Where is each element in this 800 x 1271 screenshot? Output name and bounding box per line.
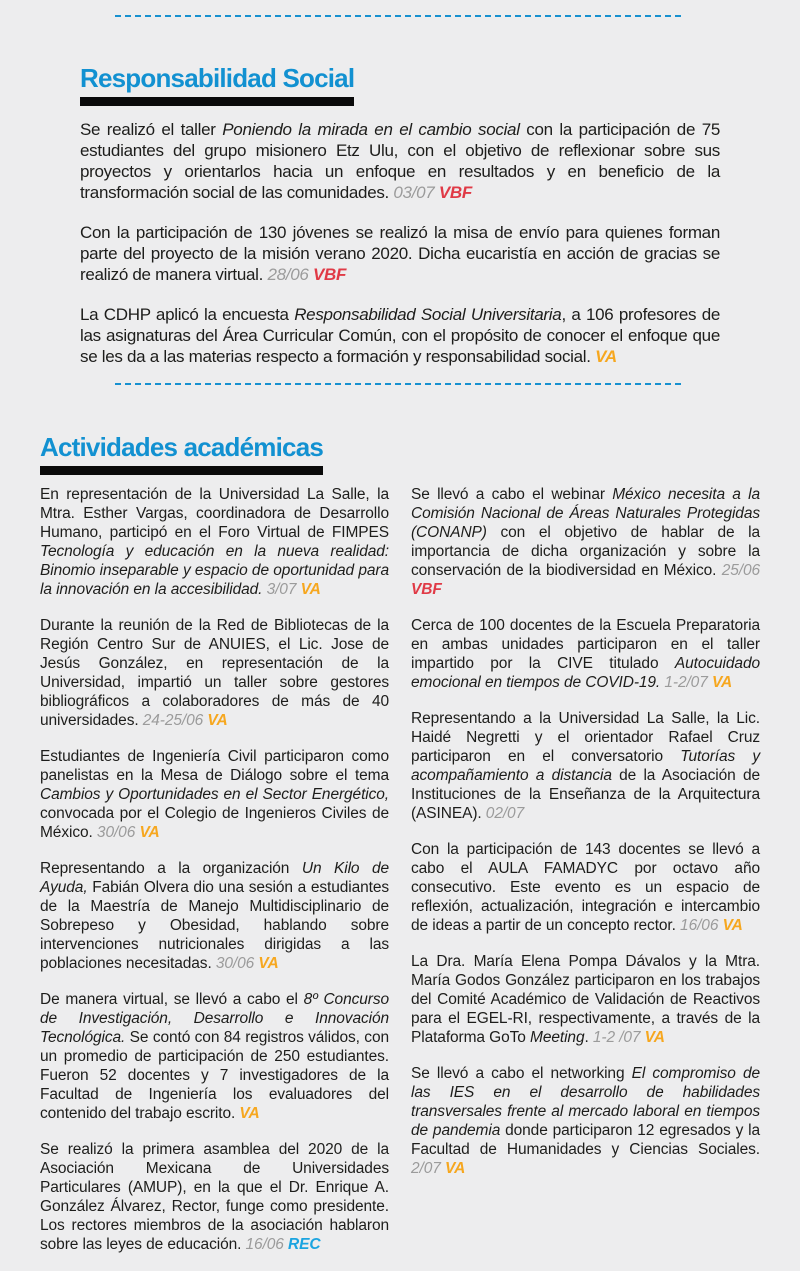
paragraph [40,747,389,842]
text-run: Se llevó a cabo el networking [411,1064,632,1082]
section-title: Actividades académicas [40,432,324,462]
date-label: 03/07 [393,182,435,202]
paragraph [411,952,760,1047]
author-tag: VA [258,954,279,972]
date-label: 16/06 [680,916,719,934]
paragraph [411,840,760,935]
section-heading-responsabilidad [80,64,354,106]
text-run: Con la participación de 130 jóvenes se realizó la misa de envío para quienes forman parte del proyecto de la misión verano 2020. Dicha eucaristía en acción de gracias se realizó de manera virtual. [80,222,720,284]
text-run: Un Kilo de Ayuda, [40,859,389,896]
section-title: Responsabilidad Social [80,63,355,93]
date-label: 24-25/06 [142,711,204,729]
text-run: convocada por el Colegio de Ingenieros Civiles de México. [40,804,389,841]
text-run: Poniendo la mirada en el cambio social [222,119,520,139]
paragraph [80,222,720,285]
paragraph [40,859,389,973]
dashed-divider-middle [115,383,681,385]
column-left [40,485,389,1271]
text-run: Representando a la Universidad La Salle, la Lic. Haidé Negretti y el orientador Rafael Cruz participaron en el conversatorio [411,709,760,765]
heading-underline-bar [40,466,323,475]
text-run: Meeting [530,1028,585,1046]
text-run: Fabián Olvera dio una sesión a estudiantes de la Maestría de Manejo Multidisciplinario de Sobrepeso y Obesidad, hablando sobre intervenciones nutricionales dirigidas a las poblaciones necesitadas. [40,878,389,972]
section-actividades-academicas [40,433,760,1271]
text-run: Durante la reunión de la Red de Bibliotecas de la Región Centro Sur de ANUIES, el Lic. Jose de Jesús González, en representación de la Universidad, impartió un taller sobre gestores bibliográficos a colaboradores de más de 40 universidades. [40,616,389,729]
text-run: Se llevó a cabo el webinar [411,485,613,503]
text-run: . [584,1028,593,1046]
text-run: Tutorías y acompañamiento a distancia [411,747,761,784]
text-run: México necesita a la Comisión Nacional de Áreas Naturales Protegidas (CONANP) [411,485,760,541]
text-run: Cambios y Oportunidades en el Sector Energético, [40,785,389,803]
text-run: Se realizó el taller [80,119,223,139]
text-run: Con la participación de 143 docentes se llevó a cabo el AULA FAMADYC por octavo año consecutivo. Este evento es un espacio de reflexión, actualización, integración e intercambio de ideas a partir de un concepto rector. [411,840,760,934]
text-run: Se contó con 84 registros válidos, con un promedio de participación de 250 estudiantes. Fueron 52 docentes y 7 investigadores de la Facultad de Ingeniería los evaluadores del contenido del trabajo escrito. [40,1028,389,1122]
text-run: , a 106 profesores de las asignaturas del Área Curricular Común, con el propósito de conocer el enfoque que se les da a las materias respecto a formación y responsabilidad social. [80,304,721,366]
text-run: con la participación de 75 estudiantes del grupo misionero Etz Ulu, con el objetivo de reflexionar sobre sus proyectos y orientarlos hacia un enfoque en resultados y en beneficio de la transformación social de las comunidades. [80,119,721,202]
dashed-divider-top [115,15,681,17]
author-tag: VBF [411,580,442,598]
author-tag: VA [300,580,321,598]
date-label: 3/07 [266,580,297,598]
section-responsabilidad-social [80,64,720,386]
paragraph [40,990,389,1123]
two-column-layout [40,485,760,1271]
date-label: 1-2 /07 [592,1028,641,1046]
paragraph [411,616,760,692]
date-label: 1-2/07 [664,673,708,691]
paragraph [411,485,760,599]
text-run: De manera virtual, se llevó a cabo el [40,990,304,1008]
author-tag: VA [445,1159,466,1177]
text-run: Estudiantes de Ingeniería Civil participaron como panelistas en la Mesa de Diálogo sobre el tema [40,747,389,784]
text-run: El compromiso de las IES en el desarrollo de habilidades transversales frente al mercado laboral en tiempos de pandemia [411,1064,760,1139]
text-run: Cerca de 100 docentes de la Escuela Preparatoria en ambas unidades participaron en el taller impartido por la CIVE titulado [411,616,760,672]
text-run: Responsabilidad Social Universitaria [294,304,562,324]
paragraph [80,304,720,367]
author-tag: VA [239,1104,260,1122]
paragraph [40,485,389,599]
text-run: 8º Concurso de Investigación, Desarrollo e Innovación Tecnológica. [40,990,390,1046]
date-label: 02/07 [485,804,525,822]
date-label: 28/06 [267,264,309,284]
paragraph [40,1140,389,1254]
text-run: donde participaron 12 egresados y la Facultad de Humanidades y Ciencias Sociales. [411,1121,760,1158]
author-tag: VBF [312,264,347,284]
column-right [411,485,760,1271]
text-run: de la Asociación de Instituciones de la Enseñanza de la Arquitectura (ASINEA). [411,766,761,822]
author-tag: VBF [438,182,472,202]
text-run: Representando a la organización [40,859,302,877]
author-tag: VA [644,1028,665,1046]
text-run: Tecnología y educación en la nueva realidad: Binomio inseparable y espacio de oportunidad para la innovación en la accesibilidad. [40,542,389,598]
text-run: La CDHP aplicó la encuesta [80,304,295,324]
author-tag: VA [722,916,743,934]
date-label: 30/06 [215,954,255,972]
author-tag: VA [207,711,228,729]
date-label: 30/06 [96,823,136,841]
text-run: con el objetivo de hablar de la importancia de dicha organización y sobre la conservación de la biodiversidad en México. [411,523,760,579]
author-tag: VA [139,823,160,841]
paragraph [411,1064,760,1178]
paragraph [40,616,389,730]
paragraph [80,119,720,203]
text-run: La Dra. María Elena Pompa Dávalos y la Mtra. María Godos González participaron en los trabajos del Comité Académico de Validación de Reactivos para el EGEL-RI, respectivamente, a través de la Plataforma GoTo [411,952,760,1046]
date-label: 25/06 [721,561,760,579]
author-tag: REC [288,1235,321,1253]
date-label: 16/06 [245,1235,284,1253]
section-heading-actividades [40,433,323,475]
heading-underline-bar [80,97,354,106]
text-run: Se realizó la primera asamblea del 2020 de la Asociación Mexicana de Universidades Particulares (AMUP), en la que el Dr. Enrique A. González Álvarez, Rector, funge como presidente. Los rectores miembros de la asociación hablaron sobre las leyes de educación. [40,1140,389,1253]
paragraph [411,709,760,823]
author-tag: VA [595,346,617,366]
author-tag: VA [711,673,733,691]
text-run: Autocuidado emocional en tiempos de COVID-19. [411,654,760,691]
date-label: 2/07 [411,1159,441,1177]
paragraph-list [80,119,720,367]
text-run: En representación de la Universidad La Salle, la Mtra. Esther Vargas, coordinadora de Desarrollo Humano, participó en el Foro Virtual de FIMPES [40,485,389,541]
